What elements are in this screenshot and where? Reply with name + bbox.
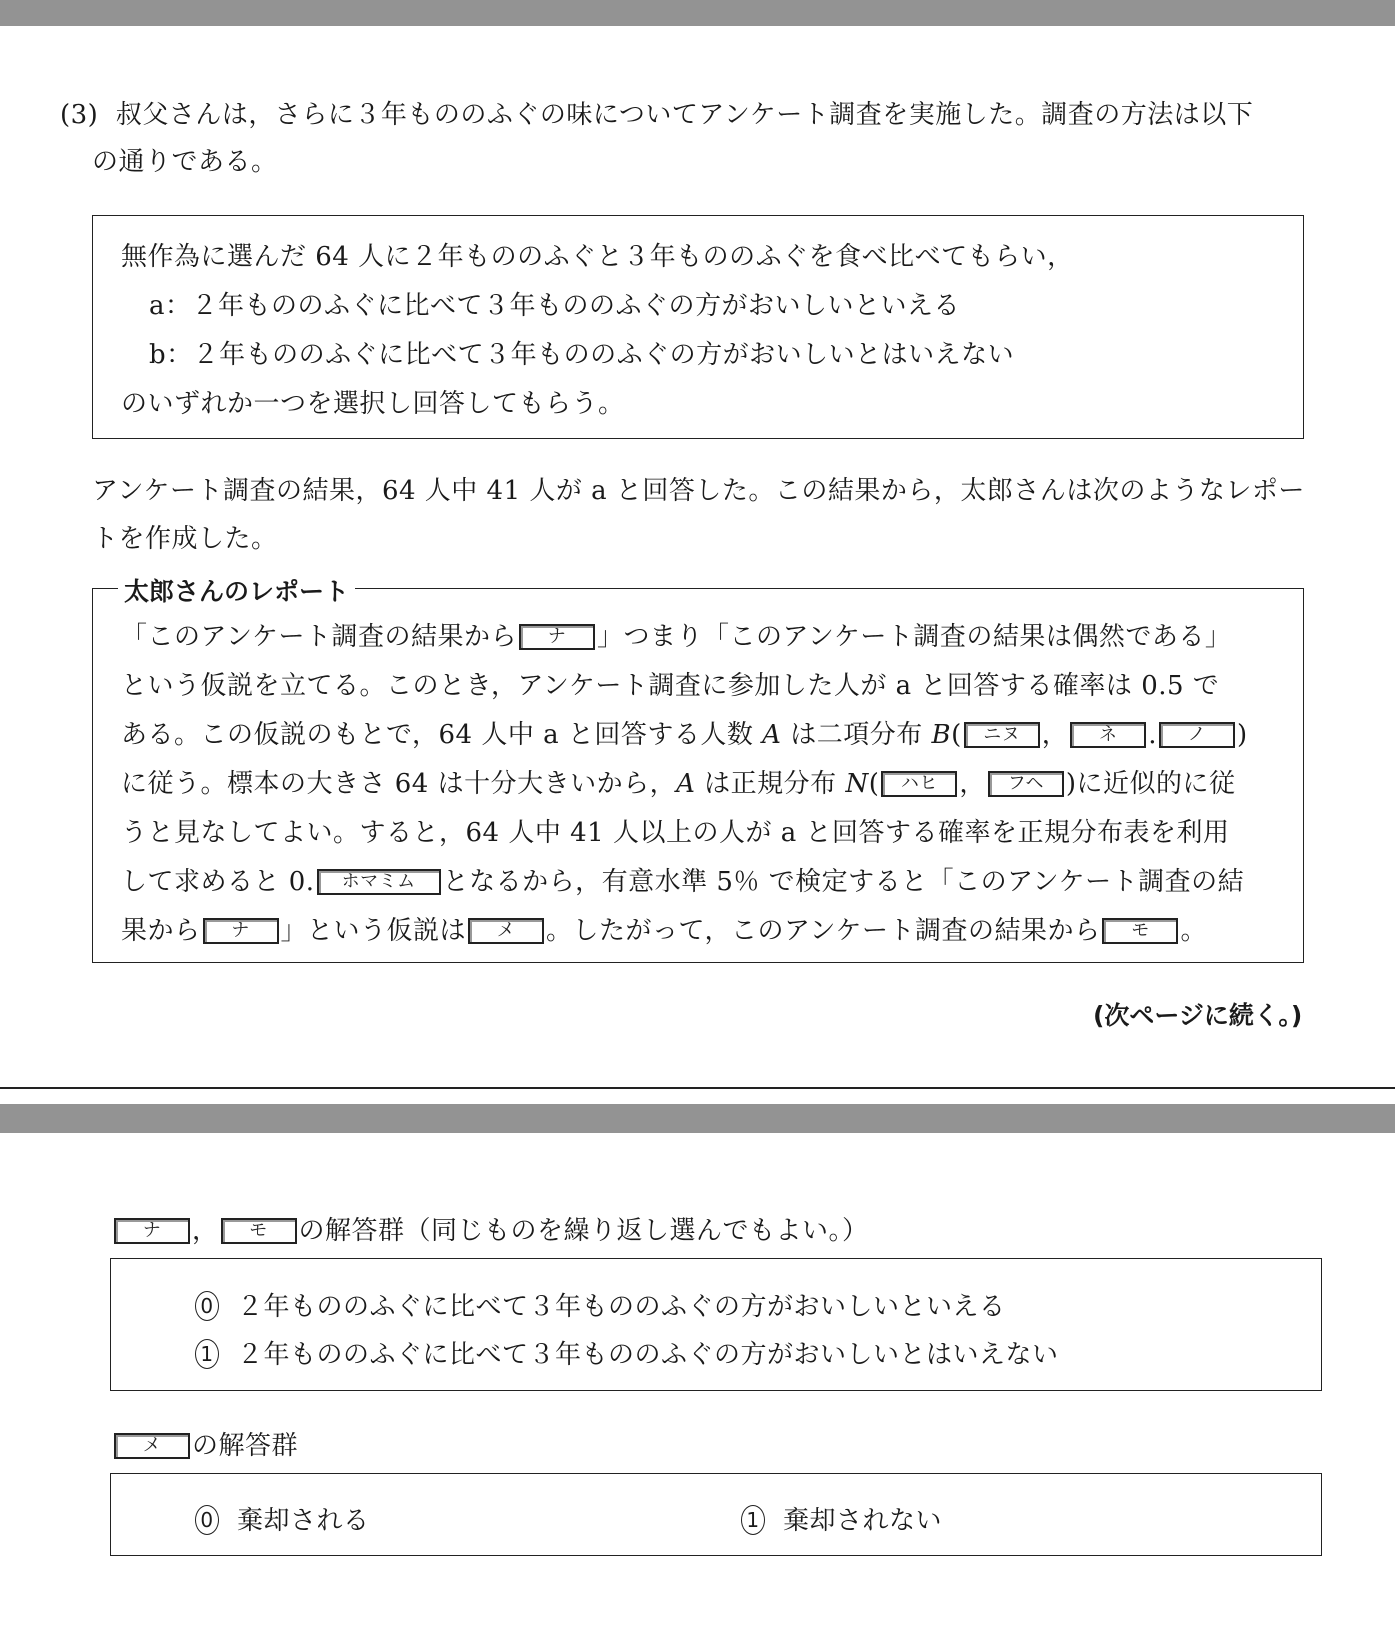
method-line4: のいずれか一つを選択し回答してもらう。 — [121, 389, 625, 419]
answer-group-1-box — [110, 1258, 1322, 1391]
paren-close: ) — [1065, 769, 1077, 799]
report-line1 — [121, 616, 1231, 653]
report-line6 — [121, 861, 1244, 898]
option-text: 棄却されない — [783, 1506, 943, 1536]
report-line2: という仮説を立てる。このとき，アンケート調査に参加した人が a と回答する確率は 0.5 で — [121, 671, 1220, 701]
result-line1: アンケート調査の結果，64 人中 41 人が a と回答した。この結果から，太郎さんは次のようなレポー — [92, 476, 1305, 506]
page-divider — [0, 1087, 1395, 1089]
report-text: 。したがって，このアンケート調査の結果から — [546, 916, 1101, 946]
question-3-line2: の通りである。 — [92, 147, 278, 177]
answer-box-fuhe[interactable]: フヘ — [988, 771, 1064, 797]
variable-B: B — [931, 720, 952, 750]
option-number-1: 1 — [741, 1505, 765, 1535]
option-number-0: 0 — [195, 1291, 219, 1321]
group-label: の解答群（同じものを繰り返し選んでもよい。） — [298, 1216, 869, 1246]
report-text: 「このアンケート調査の結果から — [121, 622, 517, 652]
answer-box-ne[interactable]: ネ — [1070, 722, 1146, 748]
decimal-point: . — [1148, 720, 1158, 750]
answer-box-na[interactable]: ナ — [519, 624, 595, 650]
answer-box-mo[interactable]: モ — [1102, 918, 1178, 944]
result-line2: トを作成した。 — [92, 524, 278, 554]
answer-box-me[interactable]: メ — [114, 1433, 190, 1459]
report-text: ある。この仮説のもとで，64 人中 a と回答する人数 — [121, 720, 754, 750]
question-number: (3) — [60, 100, 99, 130]
report-text: 果から — [121, 916, 201, 946]
report-line4 — [121, 763, 1236, 800]
report-text: して求めると 0. — [121, 867, 315, 897]
comma: ， — [959, 769, 986, 799]
question-text: 叔父さんは，さらに３年もののふぐの味についてアンケート調査を実施した。調査の方法は以下 — [115, 100, 1254, 130]
variable-N: N — [845, 769, 869, 799]
option-number-0: 0 — [195, 1505, 219, 1535]
report-text: となるから，有意水準 5％ で検定すると「このアンケート調査の結 — [442, 867, 1245, 897]
answer-group-1-label — [112, 1210, 869, 1247]
comma: ， — [192, 1216, 219, 1246]
answer-box-na[interactable]: ナ — [203, 918, 279, 944]
report-text: 」という仮説は — [280, 916, 467, 946]
report-line5: うと見なしてよい。すると，64 人中 41 人以上の人が a と回答する確率を正規分布表を利用 — [121, 818, 1230, 848]
report-text: は正規分布 — [704, 769, 837, 799]
answer-box-hahi[interactable]: ハヒ — [881, 771, 957, 797]
group2-option-1[interactable] — [741, 1500, 942, 1537]
continue-note: (次ページに続く。) — [1093, 1001, 1303, 1030]
method-option-b: b：２年もののふぐに比べて３年もののふぐの方がおいしいとはいえない — [149, 340, 1015, 370]
report-title: 太郎さんのレポート — [118, 572, 355, 608]
answer-box-mo[interactable]: モ — [221, 1218, 297, 1244]
report-line3 — [121, 714, 1248, 751]
report-text: に従う。標本の大きさ 64 は十分大きいから， — [121, 769, 677, 799]
question-3-line1 — [60, 94, 1253, 131]
method-option-a: a：２年もののふぐに比べて３年もののふぐの方がおいしいといえる — [149, 291, 961, 321]
method-line1: 無作為に選んだ 64 人に２年もののふぐと３年もののふぐを食べ比べてもらい， — [121, 242, 1074, 272]
top-gray-bar — [0, 0, 1395, 26]
answer-box-no[interactable]: ノ — [1159, 722, 1235, 748]
paren-open: ( — [868, 769, 880, 799]
variable-A: A — [762, 720, 782, 750]
group2-option-0[interactable] — [195, 1500, 370, 1537]
option-number-1: 1 — [195, 1339, 219, 1369]
group1-option-0[interactable] — [195, 1286, 1006, 1323]
answer-group-2-label — [112, 1425, 298, 1462]
group-label: の解答群 — [192, 1431, 299, 1461]
report-line7 — [121, 910, 1207, 947]
option-text: 棄却される — [237, 1506, 370, 1536]
report-text: は二項分布 — [790, 720, 923, 750]
option-text: ２年もののふぐに比べて３年もののふぐの方がおいしいといえる — [237, 1292, 1006, 1322]
second-page-gray-bar — [0, 1104, 1395, 1133]
paren-close: ) — [1237, 720, 1248, 750]
group1-option-1[interactable] — [195, 1334, 1059, 1371]
variable-A: A — [676, 769, 696, 799]
answer-box-homamimu[interactable]: ホマミム — [317, 869, 441, 895]
answer-box-me[interactable]: メ — [468, 918, 544, 944]
report-text: 。 — [1180, 916, 1207, 946]
answer-box-na[interactable]: ナ — [114, 1218, 190, 1244]
paren-open: ( — [951, 720, 962, 750]
report-text: 」つまり「このアンケート調査の結果は偶然である」 — [596, 622, 1232, 652]
report-text: に近似的に従 — [1076, 769, 1236, 799]
comma: ， — [1041, 720, 1069, 750]
answer-box-ninu[interactable]: ニヌ — [964, 722, 1040, 748]
option-text: ２年もののふぐに比べて３年もののふぐの方がおいしいとはいえない — [237, 1340, 1059, 1370]
